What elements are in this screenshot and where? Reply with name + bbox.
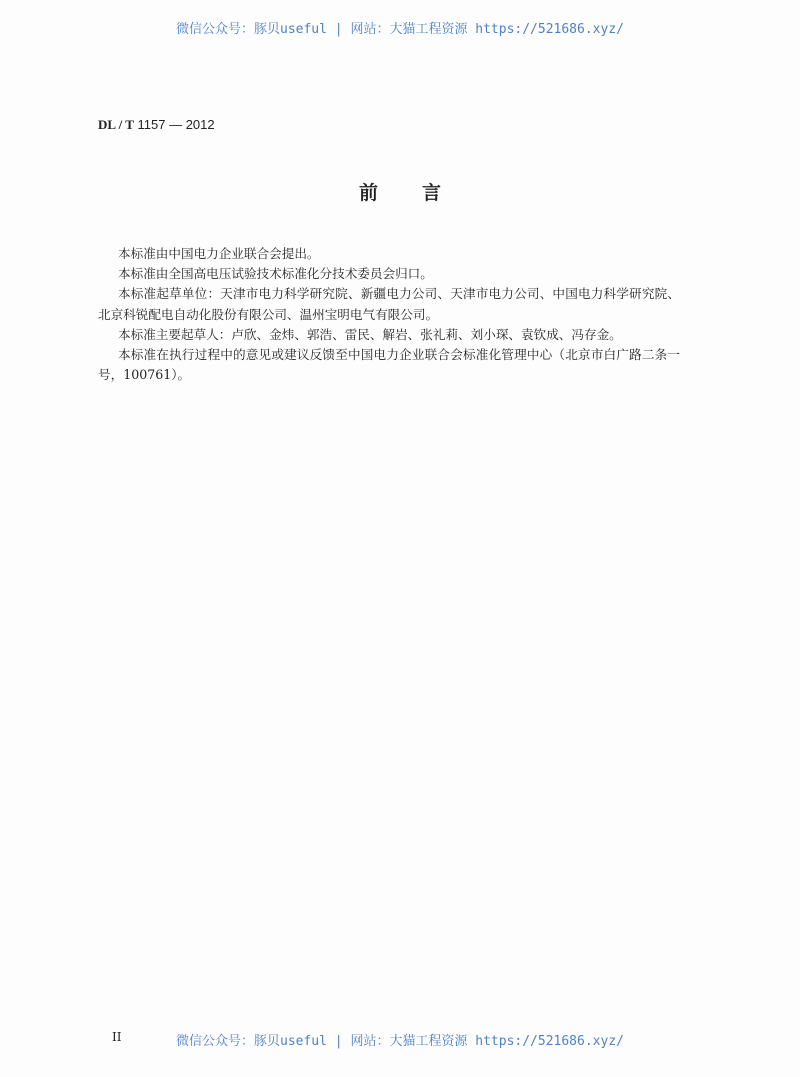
paragraph-drafters: 本标准主要起草人：卢欣、金炜、郭浩、雷民、解岩、张礼莉、刘小琛、袁钦成、冯存金。 bbox=[118, 326, 622, 342]
paragraph-committee: 本标准由全国高电压试验技术标准化分技术委员会归口。 bbox=[118, 266, 433, 282]
standard-code bbox=[98, 117, 215, 133]
paragraph-feedback: 本标准在执行过程中的意见或建议反馈至中国电力企业联合会标准化管理中心（北京市白广路二条一号，100761）。 bbox=[98, 347, 680, 383]
watermark-top: 微信公众号：豚贝useful | 网站：大猫工程资源 https://521686.xyz/ bbox=[176, 22, 624, 37]
standard-code-prefix: DL / T bbox=[98, 117, 134, 132]
paragraph-proposer: 本标准由中国电力企业联合会提出。 bbox=[118, 246, 320, 261]
paragraph-drafting-units: 本标准起草单位：天津市电力科学研究院、新疆电力公司、天津市电力公司、中国电力科学研究院、北京科锐配电自动化股份有限公司、温州宝明电气有限公司。 bbox=[98, 286, 680, 322]
watermark-bottom: 微信公众号：豚贝useful | 网站：大猫工程资源 https://521686.xyz/ bbox=[176, 1034, 624, 1049]
foreword-body bbox=[98, 244, 680, 385]
page-title: 前言 bbox=[358, 182, 485, 204]
standard-code-number: 1157 — 2012 bbox=[137, 117, 215, 132]
page-number: II bbox=[112, 1030, 122, 1044]
